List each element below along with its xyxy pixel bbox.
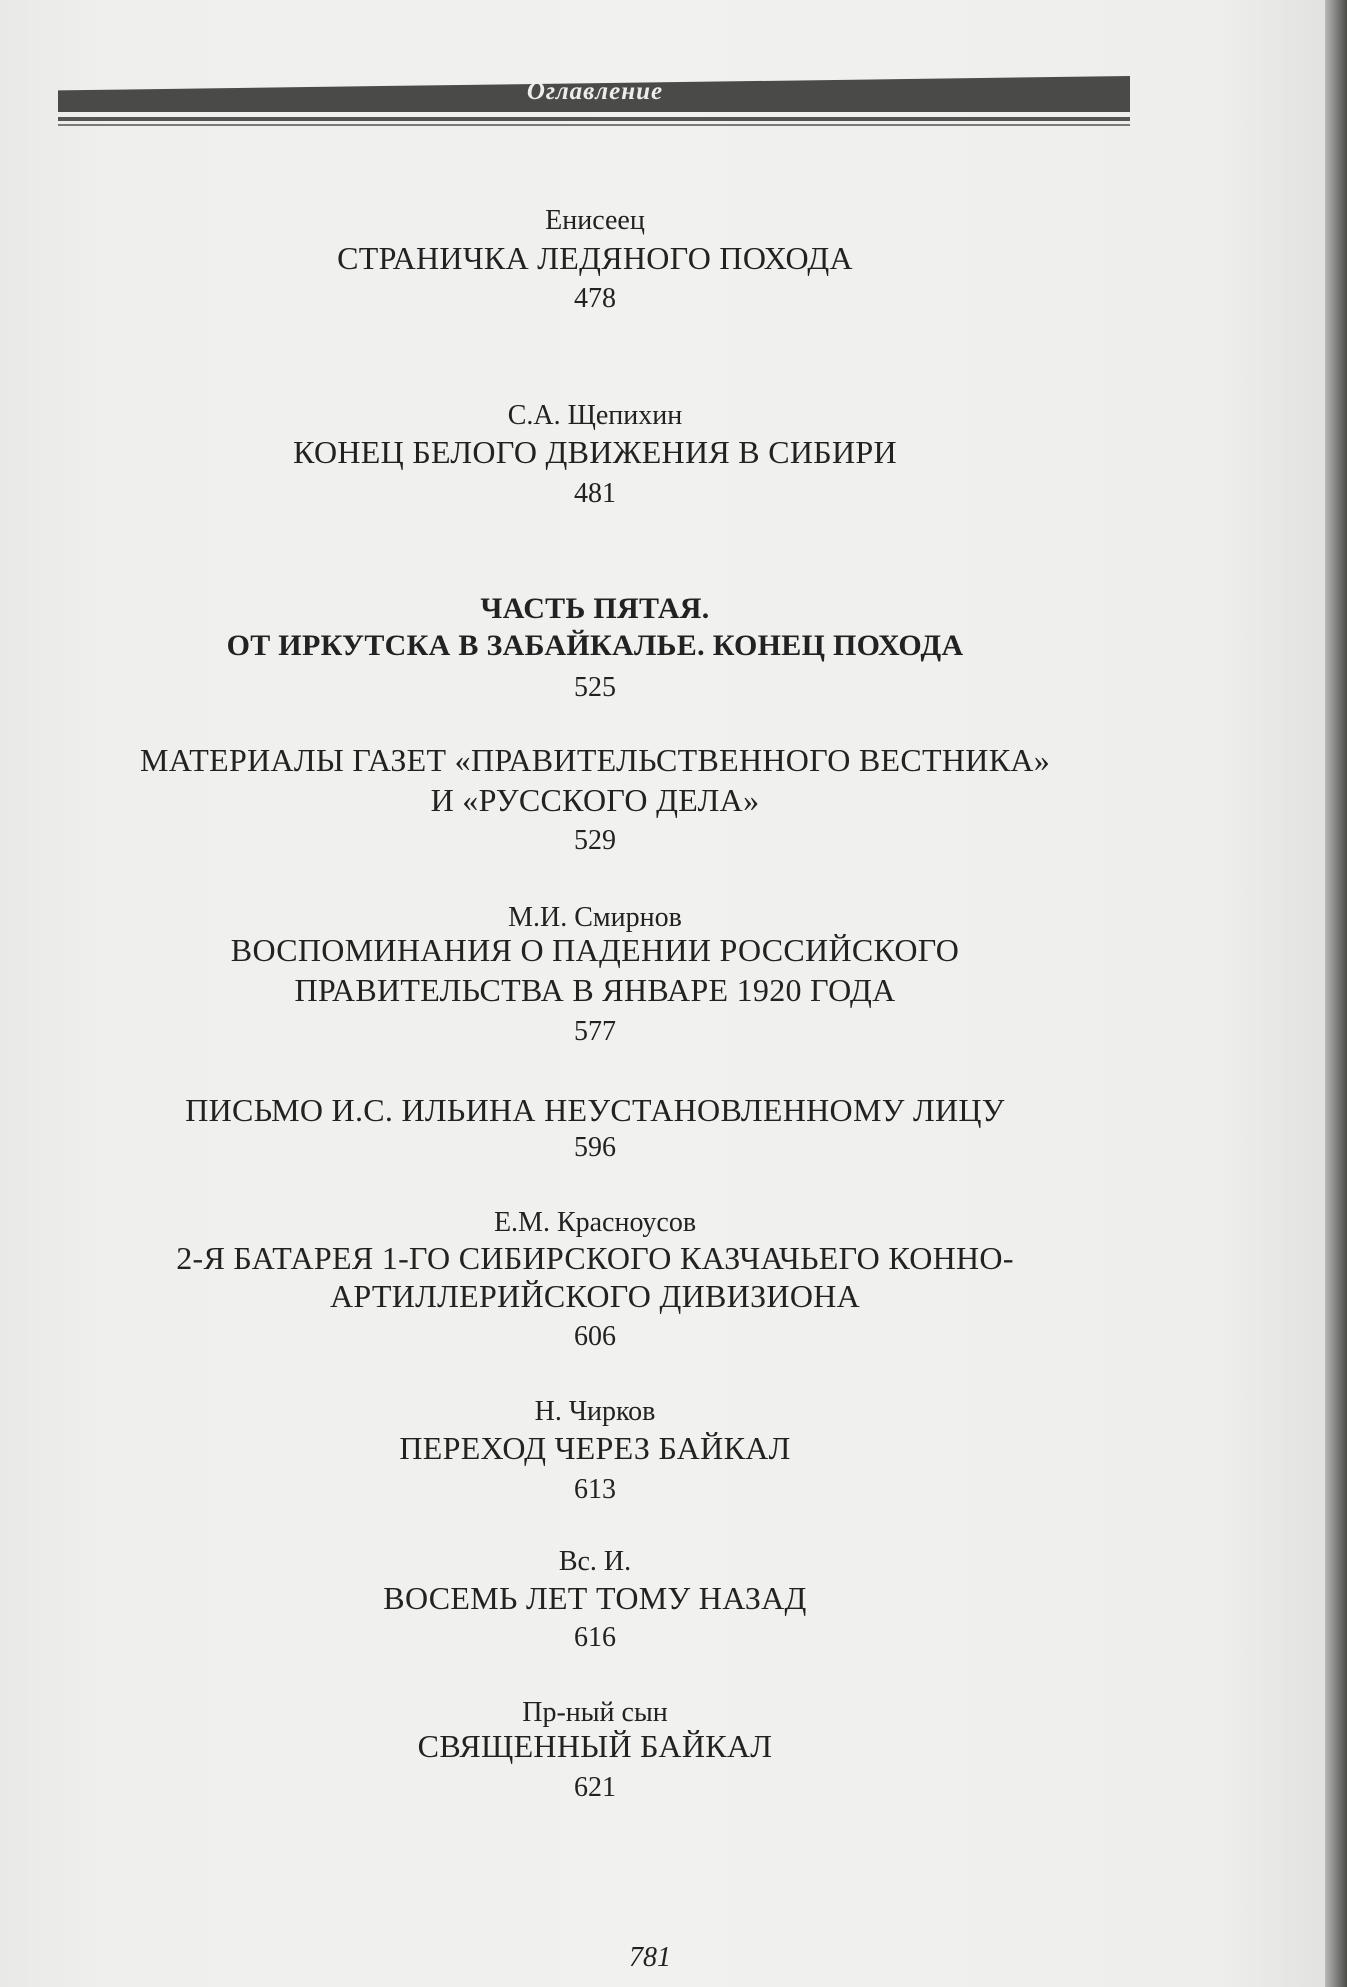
entry-title-continued: И «РУССКОГО ДЕЛА»: [430, 782, 760, 818]
part-heading: ЧАСТЬ ПЯТАЯ.: [480, 592, 710, 625]
entry-title: ВОСЕМЬ ЛЕТ ТОМУ НАЗАД: [383, 1580, 807, 1616]
entry-title: СТРАНИЧКА ЛЕДЯНОГО ПОХОДА: [337, 240, 853, 276]
entry-page-number: 478: [574, 283, 616, 314]
part-heading-subtitle: ОТ ИРКУТСКА В ЗАБАЙКАЛЬЕ. КОНЕЦ ПОХОДА: [226, 629, 964, 662]
entry-title: ВОСПОМИНАНИЯ О ПАДЕНИИ РОССИЙСКОГО: [230, 932, 960, 968]
entry-author: Пр-ный сын: [522, 1697, 668, 1728]
entry-title: 2-Я БАТАРЕЯ 1-ГО СИБИРСКОГО КАЗЧАЧЬЕГО КОННО-: [176, 1240, 1014, 1276]
entry-title: МАТЕРИАЛЫ ГАЗЕТ «ПРАВИТЕЛЬСТВЕННОГО ВЕСТНИКА»: [139, 742, 1051, 778]
entry-page-number: 529: [574, 825, 616, 856]
page-number-footer: 781: [629, 1942, 671, 1973]
entry-page-number: 525: [574, 672, 616, 703]
entry-author: Вс. И.: [558, 1546, 632, 1577]
entry-author: Н. Чирков: [534, 1396, 656, 1427]
entry-title-continued: ПРАВИТЕЛЬСТВА В ЯНВАРЕ 1920 ГОДА: [294, 972, 896, 1008]
page-edge-shadow: [1325, 0, 1347, 1987]
entry-title: ПИСЬМО И.С. ИЛЬИНА НЕУСТАНОВЛЕННОМУ ЛИЦУ: [185, 1092, 1005, 1128]
entry-title: КОНЕЦ БЕЛОГО ДВИЖЕНИЯ В СИБИРИ: [293, 434, 897, 470]
entry-page-number: 621: [574, 1772, 616, 1803]
entry-author: Е.М. Красноусов: [493, 1207, 697, 1238]
running-header-title: Оглавление: [526, 78, 664, 105]
entry-page-number: 613: [574, 1474, 616, 1505]
entry-page-number: 606: [574, 1321, 616, 1352]
entry-author: М.И. Смирнов: [508, 902, 682, 933]
entry-author: Енисеец: [545, 205, 645, 236]
entry-page-number: 596: [574, 1132, 616, 1163]
header-rule: [58, 117, 1130, 121]
header-rule-thin: [58, 124, 1130, 126]
entry-title: СВЯЩЕННЫЙ БАЙКАЛ: [417, 1728, 773, 1764]
entry-page-number: 577: [574, 1016, 616, 1047]
entry-author: С.А. Щепихин: [507, 400, 683, 431]
entry-title-continued: АРТИЛЛЕРИЙСКОГО ДИВИЗИОНА: [329, 1278, 861, 1314]
entry-title: ПЕРЕХОД ЧЕРЕЗ БАЙКАЛ: [399, 1430, 791, 1466]
entry-page-number: 481: [574, 478, 616, 509]
entry-page-number: 616: [574, 1622, 616, 1653]
